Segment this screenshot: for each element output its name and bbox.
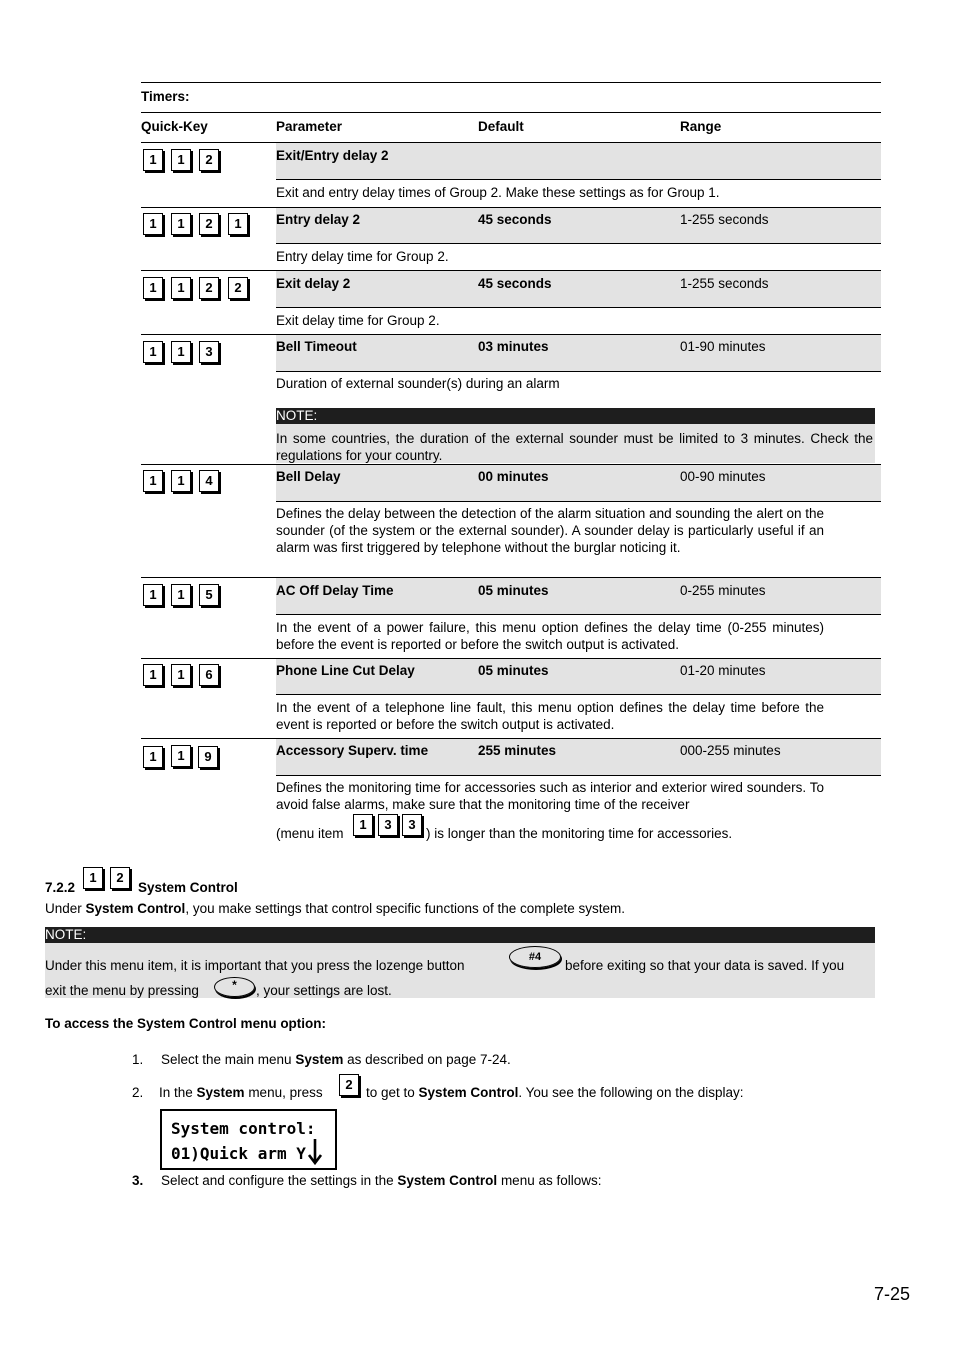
param-range: 1-255 seconds [680,276,769,291]
quick-key: 2 [199,149,219,171]
quick-key: 1 [143,746,163,768]
quick-key: 1 [228,213,248,235]
timers-title: Timers: [141,89,190,104]
quick-key: 1 [171,584,191,606]
param-default: 00 minutes [478,469,549,484]
param-description: In the event of a telephone line fault, this menu option defines the delay time before the event is reported or before the switch output is activated. [276,700,824,732]
star-button-icon: * [214,977,255,997]
quick-key: 1 [143,341,163,363]
row-rule [276,371,881,372]
param-row-bg [276,208,881,243]
row-rule [276,307,881,308]
quick-key: 1 [143,277,163,299]
param-range: 01-20 minutes [680,663,766,678]
display-line-1: System control: [171,1119,316,1138]
note-line2-post: , your settings are lost. [256,983,392,998]
section-number: 7.2.2 [45,880,76,895]
step-text: Select the main menu System as described on page 7-24. [161,1052,511,1067]
param-description: Defines the delay between the detection of the alarm situation and sounding the alert on the sounder (of the system or the external sounder). A sounder delay is particularly useful if an alarm was first triggered by telephone without the burglar noticing it. [276,506,824,555]
param-name: Exit delay 2 [276,276,351,291]
param-range: 1-255 seconds [680,212,769,227]
quick-key: 1 [171,213,191,235]
quick-key: 1 [171,745,191,767]
step-text-part1: In the System menu, press [159,1085,323,1100]
note-text: In some countries, the duration of the external sounder must be limited to 3 minutes. Check the regulations for your country. [276,431,873,463]
quick-key: 5 [199,584,219,606]
param-range: 0-255 minutes [680,583,766,598]
desc-tail-pre: (menu item [276,826,344,841]
header-range: Range [680,119,722,134]
section-key: 2 [110,867,130,889]
param-row-bg [276,335,881,371]
note-line2-pre: exit the menu by pressing [45,983,199,998]
param-default: 05 minutes [478,583,549,598]
param-name: Entry delay 2 [276,212,361,227]
lcd-display [160,1109,337,1170]
note-line1-post: before exiting so that your data is saved. If you [565,958,845,973]
section-key: 1 [83,867,103,889]
quick-key: 9 [198,746,218,768]
quick-key: 1 [143,149,163,171]
param-default: 03 minutes [478,339,549,354]
param-description: In the event of a power failure, this menu option defines the delay time (0-255 minutes) before the event is reported or before the switch output is activated. [276,620,824,652]
desc-tail-post: ) is longer than the monitoring time for accessories. [426,826,733,841]
param-range: 01-90 minutes [680,339,766,354]
param-name: AC Off Delay Time [276,583,394,598]
row-rule [276,243,881,244]
row-rule [276,179,881,180]
access-heading: To access the System Control menu option: [45,1016,327,1031]
param-range: 00-90 minutes [680,469,766,484]
param-default: 45 seconds [478,276,552,291]
row-rule [276,694,881,695]
quick-key: 4 [199,470,219,492]
section-intro: Under System Control, you make settings that control specific functions of the complete system. [45,901,626,916]
quick-key: 3 [199,341,219,363]
header-quickkey: Quick-Key [141,119,208,134]
note-line1-pre: Under this menu item, it is important that you press the lozenge button [45,958,465,973]
quick-key: 1 [171,664,191,686]
step-number: 1. [132,1052,144,1067]
param-description: Exit delay time for Group 2. [276,313,440,328]
param-default: 255 minutes [478,743,557,758]
table-top-rule [141,82,881,83]
quick-key: 1 [143,213,163,235]
menu-key: 1 [353,814,373,836]
quick-key: 1 [143,470,163,492]
quick-key: 2 [228,277,248,299]
note-label: NOTE: [276,408,875,424]
step-text: Select and configure the settings in the System Control menu as follows: [161,1173,602,1188]
param-description: Duration of external sounder(s) during an alarm [276,376,560,391]
quick-key: 1 [143,664,163,686]
step-text-part2: to get to System Control. You see the following on the display: [366,1085,744,1100]
lozenge-button-icon: #4 [509,946,561,968]
quick-key: 1 [143,584,163,606]
param-range: 000-255 minutes [680,743,781,758]
quick-key: 6 [199,664,219,686]
param-description: Defines the monitoring time for accessories such as interior and exterior wired sounders. To avoid false alarms, make sure that the monitoring time of the receiver [276,780,824,812]
row-rule [276,614,881,615]
quick-key: 2 [199,213,219,235]
param-row-bg [276,465,881,501]
param-default: 05 minutes [478,663,549,678]
step-key: 2 [339,1074,359,1096]
param-name: Bell Delay [276,469,341,484]
step-number: 3. [132,1173,144,1188]
quick-key: 1 [171,470,191,492]
quick-key: 1 [171,277,191,299]
section-title: System Control [138,880,238,895]
param-default: 45 seconds [478,212,552,227]
header-default: Default [478,119,524,134]
arrow-down-icon [308,1138,322,1166]
page-number: 7-25 [874,1284,911,1304]
param-name: Phone Line Cut Delay [276,663,415,678]
param-row-bg [276,271,881,307]
quick-key: 1 [171,341,191,363]
header-rule-top [141,112,881,113]
quick-key: 2 [199,277,219,299]
display-line-2: 01)Quick arm Y [171,1144,306,1163]
quick-key: 1 [171,149,191,171]
row-rule [276,775,881,776]
param-description: Exit and entry delay times of Group 2. Make these settings as for Group 1. [276,185,720,200]
note-label: NOTE: [45,927,875,943]
menu-key: 3 [378,814,398,836]
step-number: 2. [132,1085,144,1100]
header-parameter: Parameter [276,119,343,134]
param-description: Entry delay time for Group 2. [276,249,449,264]
menu-key: 3 [402,814,422,836]
param-name: Exit/Entry delay 2 [276,148,389,163]
row-rule [276,501,881,502]
param-name: Bell Timeout [276,339,357,354]
param-name: Accessory Superv. time [276,743,429,758]
